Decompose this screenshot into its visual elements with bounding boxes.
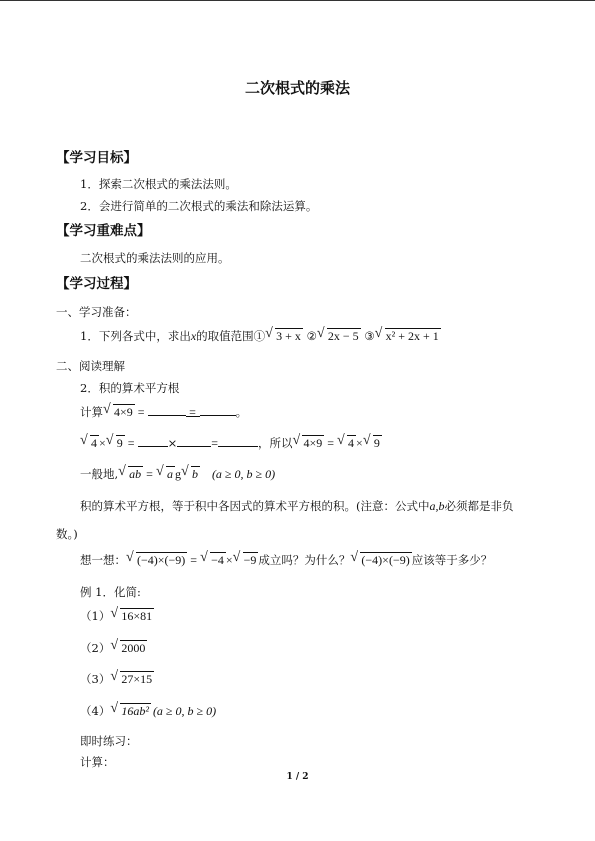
sqrt-4: √ 4 (81, 435, 99, 451)
sqrt-example-2: √ 2000 (111, 640, 147, 656)
q1-label-3: ③ (364, 329, 375, 343)
compute-label: 计算： (80, 755, 115, 769)
sqrt-example-4: √ 16ab² (111, 703, 151, 719)
sqrt-4x9: √ 4×9 (104, 404, 135, 420)
rule-line-1: 积的算术平方根，等于积中各因式的算术平方根的积。(注意：公式中a,b必须都是非负 (80, 499, 514, 513)
sqrt-9-b: √ 9 (364, 435, 382, 451)
q1-suffix: 的取值范围 (196, 329, 254, 343)
blank-1 (148, 404, 186, 416)
sqrt-b: √ b (182, 466, 200, 482)
sqrt-expr-2: √ 2x − 5 (318, 328, 361, 344)
top-rule (0, 0, 595, 1)
goal-item-2: 2．会进行简单的二次根式的乘法和除法运算。 (80, 199, 318, 213)
sqrt-a: √ a (157, 466, 175, 482)
sqrt-9: √ 9 (107, 435, 125, 451)
page-number: 1 / 2 (286, 772, 309, 782)
blank-eq: = (186, 405, 200, 417)
rule-line-2: 数。) (56, 527, 78, 541)
read-heading: 二、阅读理解 (56, 359, 125, 373)
blank-4 (177, 435, 211, 447)
sqrt-ab: √ ab (119, 466, 143, 482)
blank-5 (218, 435, 258, 447)
q1-label-1: ① (253, 329, 266, 343)
sqrt-expr-3: √ x² + 2x + 1 (376, 328, 441, 344)
product-line: √ 4 ×√ 9 = × = ，所以√ 4×9 = √ 4 ×√ 9 (80, 435, 382, 451)
page-title: 二次根式的乘法 (244, 79, 350, 97)
sqrt-example-1: √ 16×81 (111, 608, 154, 624)
sqrt-example-3: √ 27×15 (111, 671, 154, 687)
calc-line: 计算√ 4×9 = = 。 (80, 404, 247, 420)
sqrt-4x9-b: √ 4×9 (293, 435, 324, 451)
blank-3 (138, 435, 168, 447)
sqrt-expr-1: √ 3 + x (266, 328, 303, 344)
q1-label-2: ② (306, 329, 317, 343)
goal-item-1: 1．探索二次根式的乘法法则。 (80, 177, 237, 191)
example-item-1: （1）√ 16×81 (80, 608, 154, 624)
sqrt-neg-product: √ (−4)×(−9) (127, 552, 187, 568)
sqrt-4-b: √ 4 (338, 435, 356, 451)
example-heading: 例 1．化简: (80, 585, 141, 599)
think-line: 想一想：√ (−4)×(−9) = √ −4 ×√ −9 成立吗？为什么？√ (−4)×(−9) 应该等于多少？ (80, 552, 492, 568)
blank-2 (200, 404, 236, 416)
prep-question-1 (80, 328, 441, 344)
sqrt-neg4: √ −4 (201, 552, 226, 568)
keypoints-text: 二次根式的乘法法则的应用。 (80, 251, 230, 265)
sqrt-neg-product-b: √ (−4)×(−9) (351, 552, 411, 568)
section-keypoints-heading: 【学习重难点】 (56, 223, 151, 239)
section-process-heading: 【学习过程】 (56, 276, 137, 292)
sqrt-neg9: √ −9 (234, 552, 259, 568)
example-item-4: （4）√ 16ab² (a ≥ 0, b ≥ 0) (80, 703, 216, 719)
q1-prefix: 1．下列各式中，求出 (80, 329, 191, 343)
section-goals-heading: 【学习目标】 (56, 150, 137, 166)
prep-heading: 一、学习准备： (56, 305, 137, 319)
example-item-2: （2）√ 2000 (80, 640, 147, 656)
q1-var: x (190, 329, 197, 343)
read-sub: 2．积的算术平方根 (80, 381, 180, 395)
general-rule: 一般地,√ ab = √ a g√ b (a ≥ 0, b ≥ 0) (80, 466, 275, 482)
example-item-3: （3）√ 27×15 (80, 671, 154, 687)
practice-label: 即时练习： (80, 734, 138, 748)
